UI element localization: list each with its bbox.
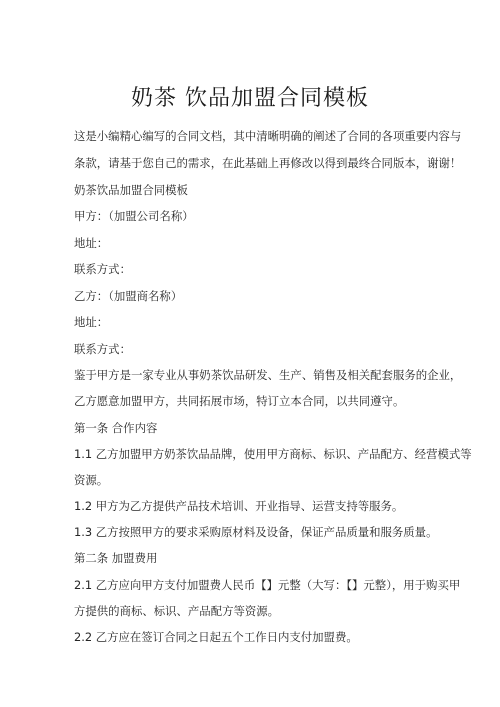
- party-b-contact: 联系方式：: [74, 342, 131, 356]
- clause-2-1-line-1: 2.1 乙方应向甲方支付加盟费人民币【】元整（大写：【】元整），用于购买甲: [74, 578, 461, 592]
- document-title: 奶茶 饮品加盟合同模板: [131, 86, 369, 111]
- contract-subtitle: 奶茶饮品加盟合同模板: [74, 183, 188, 197]
- intro-line-1: 这是小编精心编写的合同文档，其中清晰明确的阐述了合同的各项重要内容与: [74, 129, 462, 143]
- article-1-heading: 第一条 合作内容: [74, 421, 158, 435]
- clause-1-3: 1.3 乙方按照甲方的要求采购原材料及设备，保证产品质量和服务质量。: [74, 525, 438, 539]
- party-a-name: 甲方：（加盟公司名称）: [74, 209, 194, 223]
- party-b-name: 乙方：（加盟商名称）: [74, 289, 183, 303]
- preamble-line-1: 鉴于甲方是一家专业从事奶茶饮品研发、生产、销售及相关配套服务的企业，: [74, 368, 462, 382]
- clause-2-2: 2.2 乙方应在签订合同之日起五个工作日内支付加盟费。: [74, 630, 358, 644]
- preamble-line-2: 乙方愿意加盟甲方，共同拓展市场，特订立本合同，以共同遵守。: [74, 394, 405, 408]
- clause-1-1-line-2: 资源。: [74, 473, 109, 487]
- party-a-contact: 联系方式：: [74, 262, 131, 276]
- clause-1-1-line-1: 1.1 乙方加盟甲方奶茶饮品品牌，使用甲方商标、标识、产品配方、经营模式等: [74, 447, 472, 461]
- party-a-address: 地址：: [74, 236, 109, 250]
- intro-line-2: 条款，请基于您自己的需求，在此基础上再修改以得到最终合同版本，谢谢！: [74, 156, 462, 170]
- clause-2-1-line-2: 方提供的商标、标识、产品配方等资源。: [74, 604, 280, 618]
- clause-1-2: 1.2 甲方为乙方提供产品技术培训、开业指导、运营支持等服务。: [74, 499, 404, 513]
- party-b-address: 地址：: [74, 315, 109, 329]
- article-2-heading: 第二条 加盟费用: [74, 551, 158, 565]
